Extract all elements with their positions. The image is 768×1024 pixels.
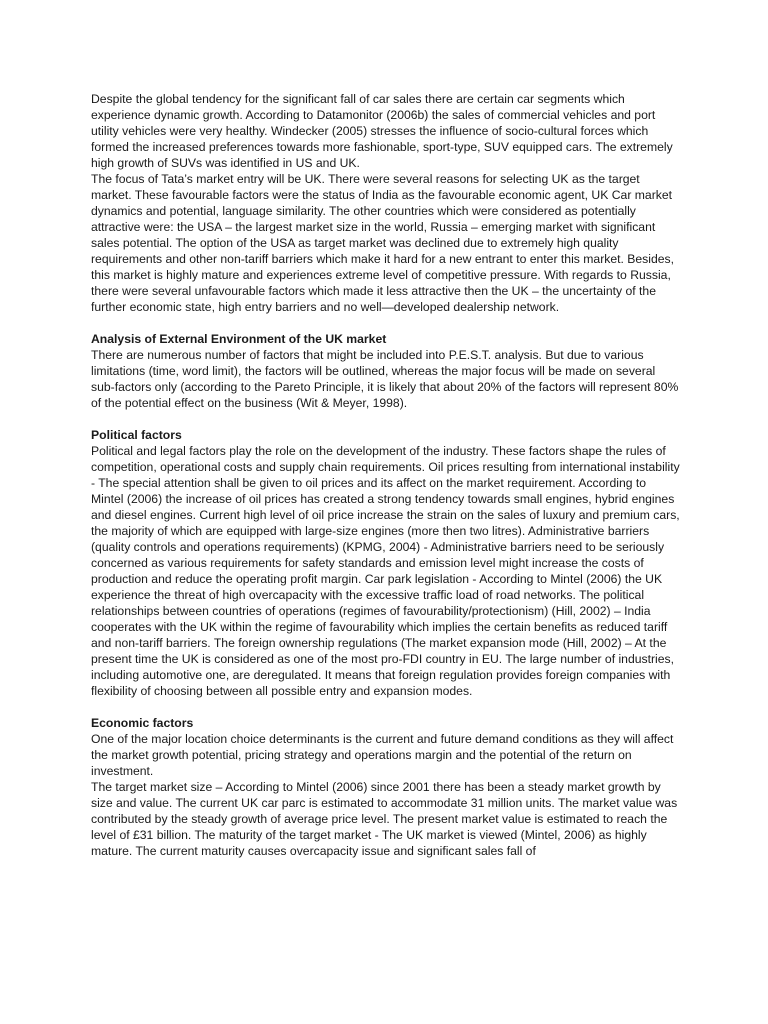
economic-paragraph-2: The target market size – According to Mintel (2006) since 2001 there has been a steady market growth by size and value. The current UK car parc is estimated to accommodate 31 million units. The market value was contributed by the steady growth of average price level. The present market value is estimated to reach the level of £31 billion. The maturity of the target market - The UK market is viewed (Mintel, 2006) as highly mature. The current maturity causes overcapacity issue and significant sales fall of	[91, 780, 678, 858]
section-heading-political: Political factors	[91, 428, 182, 442]
section-spacer	[91, 315, 681, 331]
economic-paragraph-1: One of the major location choice determinants is the current and future demand conditions as they will affect the market growth potential, pricing strategy and operations margin and the potential of the return on investment.	[91, 732, 674, 778]
document-page	[91, 91, 681, 859]
political-paragraph-1: Political and legal factors play the role on the development of the industry. These factors shape the rules of competition, operational costs and supply chain requirements. Oil prices resulting from international instability - The special attention shall be given to oil prices and its affect on the market requirement. According to Mintel (2006) the increase of oil prices has created a strong tendency towards small engines, hybrid engines and diesel engines. Current high level of oil price increase the strain on the sales of luxury and premium cars, the majority of which are equipped with large-size engines (more then two litres). Administrative barriers (quality controls and operations requirements) (KPMG, 2004) - Administrative barriers need to be seriously concerned as various requirements for safety standards and emission level might increase the costs of production and reduce the operating profit margin. Car park legislation - According to Mintel (2006) the UK experience the threat of high overcapacity with the excessive traffic load of road networks. The political relationships between countries of operations (regimes of favourability/protectionism) (Hill, 2002) – India cooperates with the UK within the regime of favourability which implies the certain benefits as reduced tariff and non-tariff barriers. The foreign ownership regulations (The market expansion mode (Hill, 2002) – At the present time the UK is considered as one of the most pro-FDI country in EU. The large number of industries, including automotive one, are deregulated. It means that foreign regulation provides foreign companies with flexibility of choosing between all possible entry and expansion modes.	[91, 444, 680, 698]
section-spacer	[91, 699, 681, 715]
section-heading-external: Analysis of External Environment of the UK market	[91, 332, 387, 346]
section-heading-economic: Economic factors	[91, 716, 194, 730]
external-paragraph-1: There are numerous number of factors that might be included into P.E.S.T. analysis. But due to various limitations (time, word limit), the factors will be outlined, whereas the major focus will be made on several sub-factors only (according to the Pareto Principle, it is likely that about 20% of the factors will represent 80% of the potential effect on the business (Wit & Meyer, 1998).	[91, 348, 679, 410]
intro-paragraph-2: The focus of Tata’s market entry will be UK. There were several reasons for selecting UK as the target market. These favourable factors were the status of India as the favourable economic agent, UK Car market dynamics and potential, language similarity. The other countries which were considered as potentially attractive were: the USA – the largest market size in the world, Russia – emerging market with significant sales potential. The option of the USA as target market was declined due to extremely high quality requirements and other non-tariff barriers which make it hard for a new entrant to enter this market. Besides, this market is highly mature and experiences extreme level of competitive pressure. With regards to Russia, there were several unfavourable factors which made it less attractive then the UK – the uncertainty of the further economic state, high entry barriers and no well—developed dealership network.	[91, 172, 675, 314]
intro-paragraph-1: Despite the global tendency for the significant fall of car sales there are certain car segments which experience dynamic growth. According to Datamonitor (2006b) the sales of commercial vehicles and port utility vehicles were very healthy. Windecker (2005) stresses the influence of socio-cultural forces which formed the increased preferences towards more fashionable, sport-type, SUV equipped cars. The extremely high growth of SUVs was identified in US and UK.	[91, 92, 673, 170]
section-spacer	[91, 411, 681, 427]
